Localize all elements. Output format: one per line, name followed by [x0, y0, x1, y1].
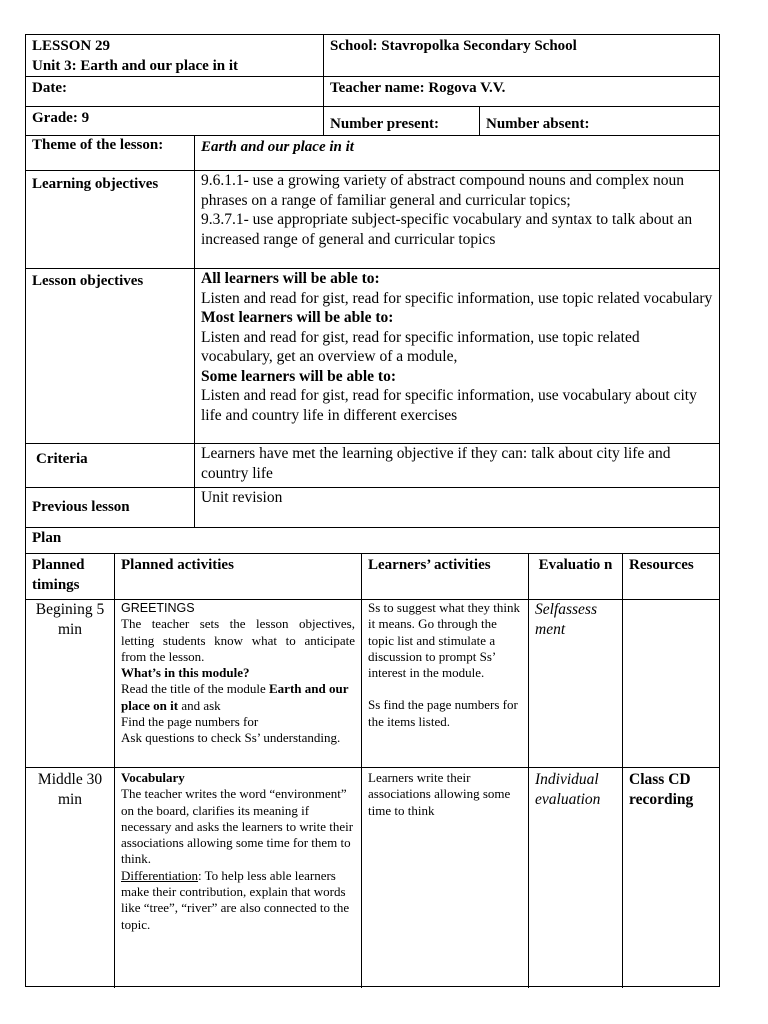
- differentiation-label: Differentiation: [121, 867, 199, 883]
- grade-cell: [26, 107, 323, 135]
- most-learners-text: Listen and read for gist, read for specific information, use topic related vocabulary, get an overview of a module,: [201, 328, 640, 365]
- lesson-cell: [26, 35, 323, 76]
- plan-row-middle: [26, 768, 719, 988]
- all-learners-text: Listen and read for gist, read for specific information, use topic related vocabulary: [201, 289, 713, 307]
- resources-middle-text: Class CD recording: [629, 771, 694, 808]
- lesson-plan-table: [25, 34, 720, 987]
- theme-label: Theme of the lesson:: [32, 137, 164, 153]
- learning-objectives-value-cell: [194, 171, 719, 268]
- header-row-date: [26, 77, 719, 107]
- criteria-label-cell: [26, 444, 194, 487]
- teacher-name: Teacher name: Rogova V.V.: [330, 80, 506, 96]
- activities-beginning: [114, 600, 361, 767]
- timing-beginning-text: Begining 5 min: [35, 601, 105, 638]
- learning-objective-item: 9.6.1.1- use a growing variety of abstract compound nouns and complex noun phrases on a range of familiar general and curricular topics;: [201, 172, 684, 209]
- learning-objective-item: 9.3.7.1- use appropriate subject-specific vocabulary and syntax to talk about an increased range of general and curricular topics: [201, 211, 693, 248]
- resources-middle: [622, 768, 719, 988]
- evaluation-beginning-text: Selfassess ment: [535, 601, 597, 638]
- header-row-lesson: [26, 35, 719, 77]
- differentiation-text: : To help less able learners make their contribution, explain that words like “tree”, “river” are also connected to the topic.: [121, 867, 350, 932]
- lesson-objectives-value-cell: [194, 269, 719, 443]
- col-header-timings: [26, 554, 114, 599]
- learners-middle: [361, 768, 528, 988]
- unit-title: Unit 3: Earth and our place in it: [32, 57, 238, 74]
- theme-value: Earth and our place in it: [201, 139, 354, 155]
- ask-questions-text: Ask questions to check Ss’ understanding.: [121, 730, 341, 746]
- criteria-label: Criteria: [36, 451, 88, 467]
- header-row-grade: [26, 107, 719, 136]
- theme-row: [26, 136, 719, 171]
- and-ask-text: and ask: [178, 697, 221, 713]
- lesson-objectives-label: Lesson objectives: [32, 273, 144, 289]
- read-title-text: Read the title of the module: [121, 681, 270, 697]
- module-question: What’s in this module?: [121, 665, 250, 681]
- timing-beginning: [26, 600, 114, 767]
- col-header-learners: [361, 554, 528, 599]
- col-header-evaluation: [528, 554, 622, 599]
- plan-label-cell: [26, 528, 719, 553]
- number-present-label: Number present:: [330, 116, 440, 132]
- all-learners-heading: All learners will be able to:: [201, 270, 380, 287]
- lesson-objectives-row: [26, 269, 719, 444]
- col-header-activities: [114, 554, 361, 599]
- learners-middle-p1: Learners write their associations allowing some time to think: [368, 770, 511, 818]
- lesson-objectives-label-cell: [26, 269, 194, 443]
- number-absent-label: Number absent:: [486, 116, 590, 132]
- lesson-number: LESSON 29: [32, 38, 110, 54]
- previous-lesson-label-cell: [26, 488, 194, 527]
- previous-lesson-label: Previous lesson: [32, 499, 130, 515]
- grade-value: Grade: 9: [32, 110, 90, 126]
- timing-middle: [26, 768, 114, 988]
- previous-lesson-value: Unit revision: [201, 489, 283, 506]
- evaluation-middle-text: Individual evaluation: [535, 771, 601, 808]
- learning-objectives-row: [26, 171, 719, 269]
- date-cell: [26, 77, 323, 106]
- theme-value-cell: [194, 136, 719, 170]
- vocabulary-text: The teacher writes the word “environment” on the board, clarifies its meaning if necessary and asks the learners to write their associations allowing some time for them to think.: [121, 786, 354, 867]
- timing-middle-text: Middle 30 min: [37, 771, 103, 808]
- evaluation-beginning: [528, 600, 622, 767]
- most-learners-heading: Most learners will be able to:: [201, 309, 394, 326]
- plan-label: Plan: [32, 530, 62, 546]
- col-header-learners-text: Learners’ activities: [368, 557, 491, 573]
- module-title: Earth and our place on it: [121, 681, 349, 713]
- evaluation-middle: [528, 768, 622, 988]
- plan-row-beginning: [26, 600, 719, 768]
- greetings-text: GREETINGS: [121, 601, 195, 615]
- vocabulary-heading: Vocabulary: [121, 770, 185, 785]
- col-header-resources: [622, 554, 719, 599]
- criteria-value: Learners have met the learning objective if they can: talk about city life and country life: [201, 445, 671, 482]
- find-pages-text: Find the page numbers for: [121, 714, 259, 730]
- number-present-cell: [323, 107, 479, 135]
- some-learners-text: Listen and read for gist, read for specific information, use vocabulary about city life and country life in different exercises: [201, 387, 697, 424]
- col-header-evaluation-text: Evaluatio n: [538, 557, 613, 573]
- col-header-activities-text: Planned activities: [121, 557, 234, 573]
- theme-label-cell: [26, 136, 194, 170]
- plan-row: [26, 528, 719, 554]
- activities-middle: [114, 768, 361, 988]
- col-header-timings-text: Planned timings: [32, 557, 85, 593]
- learners-beginning-p1: Ss to suggest what they think it means. Go through the topic list and stimulate a discussion to prompt Ss’ interest in the module.: [368, 600, 521, 681]
- criteria-value-cell: [194, 444, 719, 487]
- learners-beginning-p2: Ss find the page numbers for the items listed.: [368, 697, 518, 729]
- col-header-resources-text: Resources: [629, 557, 694, 573]
- objectives-text: The teacher sets the lesson objectives, letting students know what to anticipate from the lesson.: [121, 616, 355, 664]
- previous-lesson-value-cell: [194, 488, 719, 527]
- resources-beginning: [622, 600, 719, 767]
- school-cell: [323, 35, 719, 76]
- some-learners-heading: Some learners will be able to:: [201, 367, 397, 385]
- learning-objectives-label: Learning objectives: [32, 176, 159, 192]
- school-name: School: Stavropolka Secondary School: [330, 38, 577, 54]
- number-absent-cell: [479, 107, 719, 135]
- plan-header-row: [26, 554, 719, 600]
- learners-beginning: [361, 600, 528, 767]
- date-label: Date:: [32, 80, 67, 96]
- learning-objectives-label-cell: [26, 171, 194, 268]
- previous-lesson-row: [26, 488, 719, 528]
- criteria-row: [26, 444, 719, 488]
- teacher-cell: [323, 77, 719, 106]
